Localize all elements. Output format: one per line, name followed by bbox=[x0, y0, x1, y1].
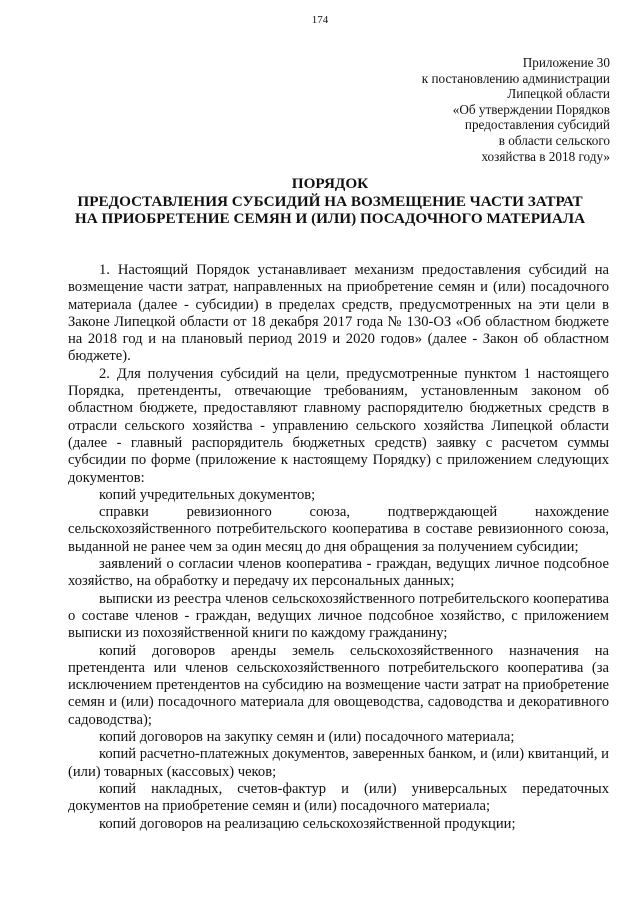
document-body bbox=[68, 262, 609, 833]
document-title bbox=[40, 175, 620, 228]
title-line: ПОРЯДОК bbox=[291, 175, 369, 192]
list-item: выписки из реестра членов сельскохозяйственного потребительского кооператива о составе членов - граждан, ведущих личное подсобное хозяйство, с приложением выписки из похозяйственной книги по каждому гражданину; bbox=[68, 590, 609, 642]
list-item: копий учредительных документов; bbox=[99, 486, 316, 503]
list-item: копий договоров на закупку семян и (или) посадочного материала; bbox=[99, 729, 515, 746]
page-number: 174 bbox=[311, 14, 329, 26]
list-item: копий расчетно-платежных документов, заверенных банком, и (или) квитанций, и (или) товарных (кассовых) чеков; bbox=[68, 746, 609, 780]
appendix-line: Приложение 30 bbox=[522, 55, 610, 70]
title-line: НА ПРИОБРЕТЕНИЕ СЕМЯН И (ИЛИ) ПОСАДОЧНОГО МАТЕРИАЛА bbox=[74, 210, 586, 227]
appendix-line: в области сельского bbox=[498, 132, 610, 148]
appendix-line: Липецкой области bbox=[507, 86, 610, 102]
appendix-line: к постановлению администрации bbox=[421, 70, 610, 86]
appendix-reference bbox=[350, 55, 610, 164]
title-line: ПРЕДОСТАВЛЕНИЯ СУБСИДИЙ НА ВОЗМЕЩЕНИЕ ЧАСТИ ЗАТРАТ bbox=[77, 192, 583, 210]
paragraph-2: 2. Для получения субсидий на цели, предусмотренные пунктом 1 настоящего Порядка, претенденты, отвечающие требованиям, установленным законом об областном бюджете, предоставляют главному распорядителю бюджетных средств в отрасли сельского хозяйства - управлению сельского хозяйства Липецкой области (далее - главный распорядитель бюджетных средств) заявку с расчетом суммы субсидии по форме (приложение к настоящему Порядку) с приложением следующих документов: bbox=[68, 365, 609, 486]
list-item: копий договоров аренды земель сельскохозяйственного назначения на претендента или членов сельскохозяйственного потребительского кооператива (за исключением претендентов на субсидию на возмещение части затрат на приобретение семян и (или) посадочного материала для овощеводства, садоводства и декоративного садоводства); bbox=[68, 642, 609, 728]
paragraph-1: 1. Настоящий Порядок устанавливает механизм предоставления субсидий на возмещение части затрат, направленных на приобретение семян и (или) посадочного материала (далее - субсидии) в пределах средств, предусмотренных на эти цели в Законе Липецкой области от 18 декабря 2017 года № 130-ОЗ «Об областном бюджете на 2018 год и на плановый период 2019 и 2020 годов» (далее - Закон об областном бюджете). bbox=[68, 262, 609, 365]
list-item: справки ревизионного союза, подтверждающей нахождение сельскохозяйственного потребительского кооператива в составе ревизионного союза, выданной не ранее чем за один месяц до дня обращения за получением субсидии; bbox=[68, 504, 609, 555]
list-item: копий договоров на реализацию сельскохозяйственной продукции; bbox=[99, 815, 516, 832]
appendix-line: хозяйства в 2018 году» bbox=[481, 148, 610, 164]
list-item: копий накладных, счетов-фактур и (или) универсальных передаточных документов на приобретение семян и (или) посадочного материала; bbox=[68, 780, 609, 815]
list-item: заявлений о согласии членов кооператива - граждан, ведущих личное подсобное хозяйство, на обработку и передачу их персональных данных; bbox=[68, 556, 609, 590]
appendix-line: предоставления субсидий bbox=[464, 117, 610, 133]
appendix-line: «Об утверждении Порядков bbox=[452, 101, 610, 117]
